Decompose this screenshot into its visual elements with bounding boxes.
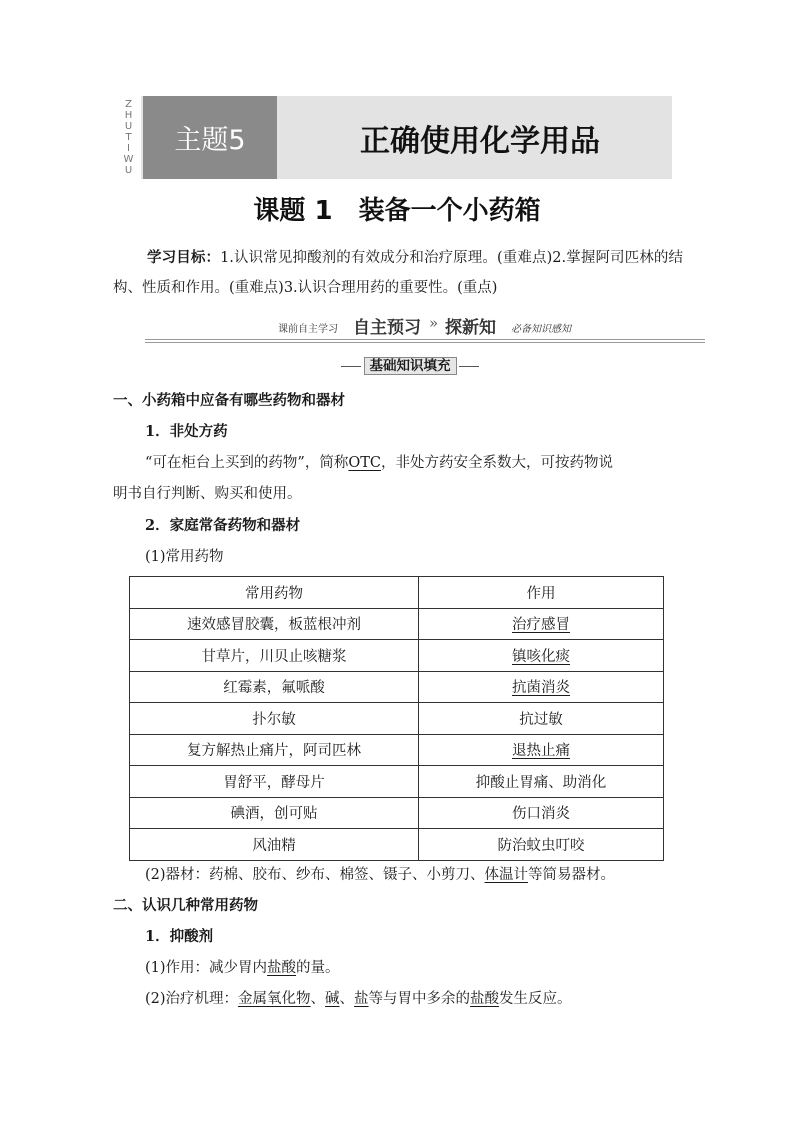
drug-cell: 风油精 <box>130 829 419 861</box>
equipment-answer: 体温计 <box>484 867 529 883</box>
effect-answer: 镇咳化痰 <box>512 648 570 665</box>
effect-cell <box>419 734 664 766</box>
paragraph-line: 明书自行判断、购买和使用。 <box>113 486 302 502</box>
effect-cell <box>419 703 664 735</box>
effect-cell <box>419 640 664 672</box>
strip-left-caption: 课前自主学习 <box>278 324 338 335</box>
paragraph-line <box>145 989 725 1009</box>
lesson-title: 课题 1 装备一个小药箱 <box>253 196 541 226</box>
vertical-letter: Z <box>125 99 132 110</box>
divider <box>459 366 479 367</box>
subheading: 2．家庭常备药物和器材 <box>145 517 301 534</box>
effect-cell <box>419 671 664 703</box>
effect-cell <box>419 797 664 829</box>
mechanism-text-b: 等与胃中多余的 <box>368 991 471 1007</box>
equipment-text-a: (2)器材：药棉、胶布、纱布、棉签、镊子、小剪刀、 <box>145 867 485 883</box>
vertical-pinyin-label <box>116 96 141 179</box>
objectives-text: 1.认识常见抑酸剂的有效成分和治疗原理。(重难点)2.掌握阿司匹林的结构、性质和作用。(重难点)3.认识合理用药的重要性。(重点) <box>113 250 684 296</box>
vertical-letter: U <box>124 165 133 176</box>
drug-cell: 胃舒平，酵母片 <box>130 766 419 798</box>
paragraph-line <box>145 865 725 885</box>
drug-cell: 扑尔敏 <box>130 703 419 735</box>
section-heading: 二、认识几种常用药物 <box>113 897 258 914</box>
table-header-cell: 常用药物 <box>130 577 419 609</box>
mechanism-answer: 盐酸 <box>470 991 500 1007</box>
subheading: 1．非处方药 <box>145 423 228 440</box>
drug-cell: 复方解热止痛片，阿司匹林 <box>130 734 419 766</box>
table-row <box>130 640 664 672</box>
effect-text-b: 的量。 <box>296 960 340 976</box>
effect-answer: 退热止痛 <box>512 743 570 760</box>
mechanism-text-a: (2)治疗机理： <box>145 991 239 1007</box>
effect-cell <box>419 829 664 861</box>
effect-text-a: (1)作用：减少胃内 <box>145 960 268 976</box>
vertical-letter: H <box>124 110 133 121</box>
table-row <box>130 797 664 829</box>
effect-text: 伤口消炎 <box>512 806 570 823</box>
double-arrow-icon: » <box>429 314 439 332</box>
strip-main-title-2: 探新知 <box>445 318 496 338</box>
learning-objectives <box>113 243 683 303</box>
divider <box>341 366 361 367</box>
table-row <box>130 829 664 861</box>
topic-title: 正确使用化学用品 <box>360 123 600 159</box>
vertical-letter: I <box>127 143 130 154</box>
table-header-row <box>130 577 664 609</box>
section-heading: 一、小药箱中应备有哪些药物和器材 <box>113 392 345 409</box>
effect-text: 抑酸止胃痛、助消化 <box>475 774 607 791</box>
effect-cell <box>419 608 664 640</box>
objectives-label: 学习目标： <box>147 249 221 266</box>
effect-cell <box>419 766 664 798</box>
otc-text-a: “可在柜台上买到的药物”，简称 <box>145 455 349 471</box>
drug-cell: 速效感冒胶囊，板蓝根冲剂 <box>130 608 419 640</box>
table-header-cell: 作用 <box>419 577 664 609</box>
table-row <box>130 608 664 640</box>
section-strip <box>145 313 705 343</box>
mechanism-text-c: 发生反应。 <box>499 991 572 1007</box>
table-row <box>130 671 664 703</box>
medicine-table <box>129 576 664 861</box>
paragraph-line <box>145 958 725 978</box>
subheading: (1)常用药物 <box>145 549 224 565</box>
equipment-text-b: 等简易器材。 <box>528 867 616 883</box>
otc-text-b: ，非处方药安全系数大，可按药物说 <box>380 455 613 471</box>
separator: 、 <box>339 991 355 1007</box>
drug-cell: 碘酒，创可贴 <box>130 797 419 829</box>
effect-answer: 治疗感冒 <box>512 617 570 634</box>
mechanism-answer: 盐 <box>354 991 369 1007</box>
vertical-letter: T <box>125 132 132 143</box>
topic-number: 主题5 <box>143 96 277 179</box>
effect-text: 抗过敏 <box>519 711 563 728</box>
strip-main-title-1: 自主预习 <box>353 318 421 338</box>
subheading: 1．抑酸剂 <box>145 928 214 945</box>
table-row <box>130 734 664 766</box>
strip-right-caption: 必备知识感知 <box>511 324 571 335</box>
fill-section-label <box>341 357 479 375</box>
effect-answer: 盐酸 <box>267 960 297 976</box>
table-row <box>130 766 664 798</box>
drug-cell: 甘草片，川贝止咳糖浆 <box>130 640 419 672</box>
mechanism-answer: 金属氧化物 <box>238 991 311 1007</box>
fill-label-text: 基础知识填充 <box>364 357 457 375</box>
vertical-letter: W <box>123 154 134 165</box>
mechanism-answer: 碱 <box>325 991 340 1007</box>
drug-cell: 红霉素，氟哌酸 <box>130 671 419 703</box>
effect-answer: 抗菌消炎 <box>512 680 570 697</box>
paragraph-line <box>145 453 725 473</box>
table-row <box>130 703 664 735</box>
otc-answer: OTC <box>348 455 381 471</box>
vertical-letter: U <box>124 121 133 132</box>
separator: 、 <box>310 991 326 1007</box>
effect-text: 防治蚊虫叮咬 <box>497 837 585 854</box>
